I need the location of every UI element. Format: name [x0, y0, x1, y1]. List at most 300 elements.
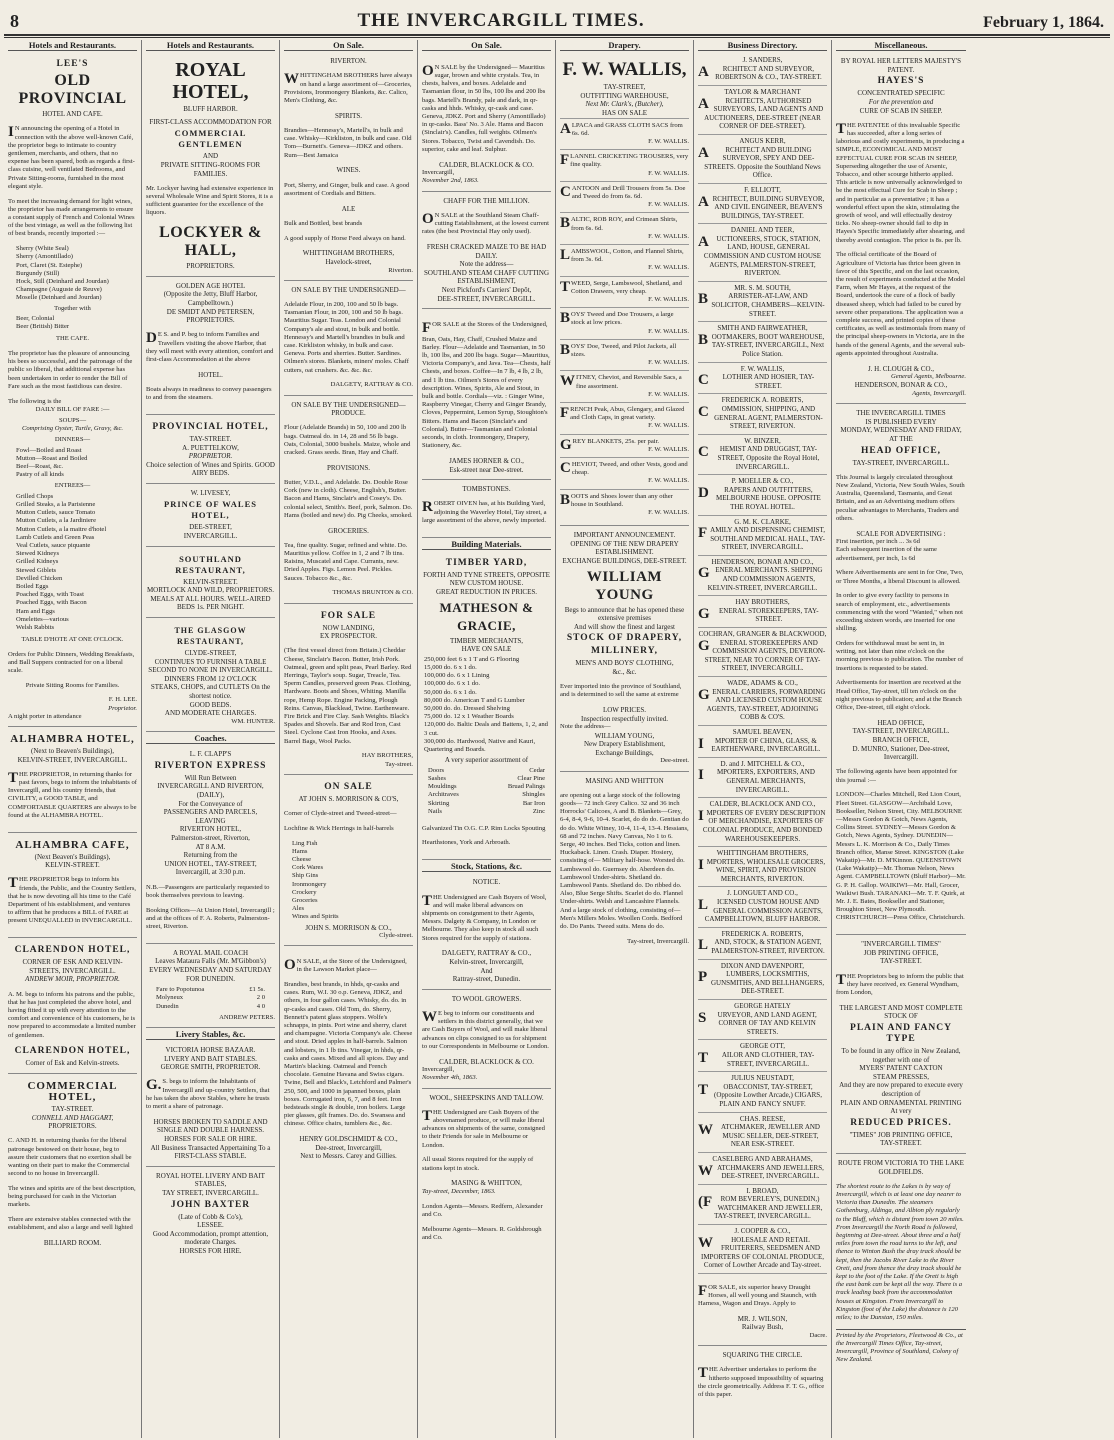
timber-row: 50,000 do. 6 x 1 do.: [424, 688, 477, 696]
fares-table: [146, 983, 275, 1014]
wine-item: Moselle (Deinhard and Jourdan): [16, 294, 102, 302]
assortment-item: Clear Pine: [517, 774, 545, 782]
section-heading: On Sale.: [284, 41, 413, 51]
ad-body: LONDON—Charles Mitchell, Red Lion Court, Fleet Street. GLASGOW—Archibald Love, Bookseller, Nelson Street, City. MELBOURNE—Messrs Gordon & Gotch, News Agents, Collins Street. SYDNEY—Messrs Gordon & Gotch, News Agents, Sydney. DUNEDIN—Messrs L. K. Morrison & Co., Daily Times Branch office, Manse Street. KINGSTON (Lake Wakatip)—Mr. D. M'Kinnon. QUEENSTOWN (Lake Wakatip)—Mr. Thomas Nelson, News Agent. CAMPBELLTOWN (Bluff Harbor)—Mr. G. P. H. Gallop. WAIKIWI—Mr. Hall, Grocer, Waikiwi Bush. TARANAKI—Mr. T. F. Quirk, at Mr. J. E. Bates, Bookseller and Stationer, Broughton Street, New Plymouth. CHRISTCHURCH—Press Office, Christchurch.: [836, 791, 966, 922]
section-heading: Drapery.: [560, 41, 689, 51]
ad-text: All Business Transacted Appertaining To a: [150, 1143, 271, 1152]
ad-body: Bran, Oats, Hay, Chaff, Crushed Maize and Barley. Flour—Adelaide and Tasmanian, in 50 lb, 100 lbs, and 200 lbs bags. Sugar—Mauritius, Victoria Company's, and Java. Tea—Chests, half Chests, and boxes. Coffee—In 7 lb, 4 lb, 2 lb, and 1 lb tins. Oilmen's Stores of every description. Wines, Spirits, Ale and Stout, in bulk and bottle. Cordials—viz. : Ginger Wine, Raspberry Vinegar, Cherry and Ginger Brandy, Cloves, Peppermint, Lemon Syrup, Stoughton's Bitters. Hams and Bacon (Sinclair's and Colonial). Butter—Tasmanian and Colonial seconds, in cloth. Ironmongery, Drapery, Stationery, &c.: [422, 335, 551, 450]
ad-title: SQUARING THE CIRCLE.: [722, 1351, 803, 1360]
directory-entry-body: BOOTMAKERS, BOOT WAREHOUSE, TAY-STREET, INVERCARGILL, Next Police Station.: [698, 331, 825, 359]
ad-text: HORSES BROKEN TO SADDLE AND SINGLE AND DOUBLE HARNESS.: [153, 1117, 268, 1135]
ad-title: PROVINCIAL HOTEL,: [152, 421, 269, 432]
ad-text: Inspection respectfully invited.: [581, 714, 668, 723]
list-item: Cork Wares: [292, 864, 324, 872]
directory-entry-body: WATCHMAKER, JEWELLER AND MUSIC SELLER, DEE-STREET, NEAR ESK-STREET.: [698, 1122, 820, 1149]
menu-item: Mutton Cutlets, a la maitre d'hotel: [16, 525, 107, 533]
ad-title: COMMERCIAL HOTEL,: [27, 1079, 118, 1103]
ad-signature: WHITTINGHAM BROTHERS,: [302, 249, 395, 258]
directory-entry: [698, 475, 827, 515]
column-business-directory: [694, 40, 832, 1438]
ad-subtitle: FRESH CRACKED MAIZE TO BE HAD DAILY.: [426, 243, 547, 260]
ad-wallis: [560, 54, 689, 526]
fare-price: 2 0: [256, 994, 265, 1002]
section-heading: Building Materials.: [422, 540, 551, 550]
menu-item: Poached Eggs, with Toast: [16, 591, 84, 599]
ad-body: The wines and spirits are of the best description, being purchased for cash in the Victorian markets.: [8, 1184, 136, 1209]
ad-text: REDUCED PRICES.: [850, 1117, 952, 1128]
directory-entry-body: DRAPERS AND OUTFITTERS, MELBOURNE HOUSE. OPPOSITE THE ROYAL HOTEL.: [698, 484, 821, 511]
ad-title: WOOL, SHEEPSKINS AND TALLOW.: [429, 1093, 544, 1102]
ad-body: All usual Stores required for the supply of stations kept in stock.: [422, 1156, 534, 1172]
menu-item: Devilled Chicken: [16, 574, 63, 582]
column-drapery: [556, 40, 694, 1438]
fare-row: [156, 1003, 265, 1011]
ad-text: (Late of Cobb & Co's),: [178, 1212, 243, 1221]
ad-job-printing: [836, 937, 966, 1154]
ad-text: Leaves Mataura Falls (Mr. M'Gibbon's): [155, 957, 266, 966]
ad-timber-yard: [422, 553, 551, 860]
ad-signature: ANDREW PETERS.: [219, 1013, 275, 1021]
assortment-item: Skirting: [428, 799, 450, 807]
menu-item: Stewed Giblets: [16, 566, 57, 574]
section-heading: On Sale.: [422, 41, 551, 51]
ad-royal-mail-coach: [146, 946, 275, 1028]
ad-title: SOUTHLAND RESTAURANT,: [175, 553, 246, 575]
ad-horses-for-sale: [698, 1274, 827, 1346]
columns: [4, 40, 1110, 1438]
directory-entry-body: ARCHITECT AND BUILDING SURVEYOR, SPEY AND DEE-STREETS. Opposite the Southland News Office.: [698, 144, 821, 180]
column-miscellaneous: [832, 40, 970, 1438]
ad-subheading: GROCERIES.: [328, 526, 369, 535]
ad-body: Advertisements for insertion are received at the Head Office, Tay-street, till ten o'clock on the night previous to publication; and at the Branch Office, Dee-street, till eight o'clock.: [836, 679, 962, 712]
ad-william-young: [560, 528, 689, 771]
ad-signature: DALGETY, RATTRAY & CO.: [330, 381, 413, 389]
ad-golden-age-hotel: [146, 279, 275, 415]
directory-entry: [698, 1185, 827, 1225]
ad-signature: CALDER, BLACKLOCK & CO.: [439, 160, 534, 169]
ad-title: ALHAMBRA CAFE,: [15, 838, 130, 851]
ad-body: Mr. Lockyer having had extensive experience in several Wholesale Wine and Spirit Stores, it is a sufficient guarantee for the excellence of the liquors.: [146, 184, 274, 217]
ad-signature: JAMES HORNER & CO.,: [449, 457, 524, 465]
ad-address: DEE-STREET,: [189, 523, 232, 532]
ad-body: Brandies—Hennessy's, Martell's, in bulk and case. Whisky—Kirkliston, in bulk and case. Old Tom—Burnett's. Geneva—JDKZ and others. Rum—Best Jamaica: [284, 126, 412, 159]
ad-proprietor: MORTLOCK AND WILD, PROPRIETORS.: [146, 586, 275, 595]
directory-entry: [698, 887, 827, 927]
fare-destination: Fare to Popotunoa: [156, 986, 205, 994]
wallis-item-signature: F. W. WALLIS.: [648, 359, 689, 367]
ad-text: Begs to announce that he has opened these extensive premises: [564, 605, 685, 623]
ad-body: THE Advertiser undertakes to perform the hitherto supposed impossibility of squaring the circle geometrically. Address F. T. G., office of this paper.: [698, 1365, 825, 1399]
ad-date: Tay-street, December, 1863.: [422, 1187, 496, 1195]
ad-text: For the Conveyance of: [178, 799, 243, 808]
ad-title: FOR SALE: [320, 610, 377, 621]
ad-text: LESSEE.: [197, 1221, 224, 1230]
ad-text: General Agents, Melbourne.: [891, 373, 966, 381]
ad-lees-hotel: [8, 54, 137, 727]
page-number: 8: [10, 11, 19, 31]
directory-entry-name: GEORGE HATELY: [734, 1002, 791, 1011]
ad-address: TAY-STREET, INVERCARGILL.: [852, 458, 950, 467]
wallis-item-text: CHEVIOT, Tweed, and other Vests, good and cheap.: [560, 460, 688, 477]
directory-entry: [698, 556, 827, 596]
menu-item: Veal Cutlets, sauce piquante: [16, 541, 91, 549]
ad-text: GOOD BEDS.: [189, 700, 232, 709]
ad-text: For the prevention and: [868, 97, 934, 106]
fare-price: 4 0: [256, 1002, 265, 1010]
wallis-item: [560, 307, 689, 339]
ad-glasgow-restaurant: [146, 620, 275, 732]
ad-address: Next to Messrs. Carey and Gillies.: [300, 1152, 397, 1161]
section-heading: Business Directory.: [698, 41, 827, 51]
wallis-item: [560, 212, 689, 244]
ad-title: CHAFF FOR THE MILLION.: [443, 196, 530, 205]
directory-entry-body: IMPORTER OF CHINA, GLASS, & EARTHENWARE, INVERCARGILL.: [698, 735, 821, 754]
timber-row: 50,000 do. do. Dressed Shelving: [424, 704, 510, 712]
ad-text: INVERCARGILL AND RIVERTON,: [157, 782, 264, 791]
fare-destination: Dunedin: [156, 1002, 179, 1010]
section-heading: Miscellaneous.: [836, 41, 966, 51]
ad-text: COMMERCIAL GENTLEMEN: [174, 128, 247, 150]
ad-text: MYERS' PATENT CAXTON: [859, 1064, 943, 1073]
directory-entry-body: TAILOR AND CLOTHIER, TAY-STREET, INVERCARGILL.: [698, 1049, 815, 1068]
wallis-item-text: FRENCH Peak, Abus, Glengary, and Glazed and Cloth Caps, in great variety.: [560, 405, 685, 422]
ad-title: MASING AND WHITTON: [585, 776, 664, 785]
directory-entry-name: P. MOELLER & CO.,: [731, 477, 794, 486]
ad-text: STEAM PRESSES,: [872, 1072, 930, 1081]
ad-text: HORSES FOR SALE OR HIRE.: [164, 1135, 257, 1144]
ad-text: HOTEL.: [198, 370, 223, 379]
ad-text: Note the address—: [459, 260, 514, 269]
ad-notice-dalgety: [422, 875, 551, 989]
ad-text: Agents, Invercargill.: [912, 390, 966, 398]
directory-entry: [698, 596, 827, 628]
list-item: Wines and Spirits: [292, 913, 339, 921]
ad-text: HEAD OFFICE,: [877, 718, 925, 727]
ad-address: Esk-street near Dee-street.: [449, 465, 524, 474]
ad-body: WE beg to inform our constituents and settlers in this district generally, that we are Cash Buyers of Wool, and will make liberal advances on clips consigned to us for shipment to our Correspondents in Melbourne or London.: [422, 1008, 549, 1050]
ad-text: PLAIN AND ORNAMENTAL PRINTING: [840, 1098, 962, 1107]
wallis-item-signature: F. W. WALLIS.: [648, 390, 689, 398]
ad-body: THE Undersigned are Cash Buyers of Wool, and will make liberal advances on shipments on consignment to their Agents, Messrs. Dalgety & Company, in London or Melbourne. They also keep in stock all such Stores required for the supply of stations.: [422, 892, 547, 942]
beer-list: [8, 315, 137, 331]
ad-title: ALHAMBRA HOTEL,: [10, 732, 135, 745]
section-heading: Livery Stables, &c.: [146, 1030, 275, 1040]
section-heading: Stock, Stations, &c.: [422, 862, 551, 872]
ad-title: A ROYAL MAIL COACH: [172, 948, 249, 957]
menu-item: Ham and Eggs: [16, 607, 55, 615]
ad-signature-title: Proprietor.: [108, 704, 137, 712]
ad-body: London Agents—Messrs. Redfern, Alexander and Co.: [422, 1202, 543, 1218]
ad-body: ROBERT OIVEN has, at his Building Yard, adjoining the Waverley Hotel, Tay street, a large assortment of the above, newly imported.: [422, 499, 547, 524]
directory-list: [698, 54, 827, 1274]
wallis-item: [560, 276, 689, 308]
wallis-item-signature: F. W. WALLIS.: [648, 264, 689, 272]
ad-body: Tea, fine quality. Sugar, refined and white. Do. Mauritius yellow. Coffee in 1, 2 and 7 lb tins. Raisins, Muscatel and Cape. Currants, new. Dried Apples. Figs. Lemon Peel. Pickles. Sauces. Tobacco &c., &c.: [284, 541, 408, 582]
ad-address: Havelock-street,: [325, 257, 372, 266]
ad-body: Brandies, best brands, in hhds, qr-casks and cases. Rum, W.I. 30 o.p. Geneva, JDKZ, and others, in four gallon cases. Whisky, do. do. in qr-casks and cases. Old Tom, do. Sherry, Bennett's patent glass stoppers. Wolfe's schnapps, in pints. Port wine and sherry, claret and champagne. Victoria Company's ale. Cheese and stout. Dried apples in half-barrels. Salmon and lobsters, in 1 lb tins. Vinegar, in hhds, qr-casks and cases. Mixed and all spices. Day and Martin's blacking. Oatmeal and French chocolate. Genuine Havana and Swiss cigars. Twine, Bell and Black's, Letchford and Palmer's 250, 500, and 1000 in japanned boxes, plain boxes. Corrugated iron, 6, 7, and 8 feet. Iron bedsteads single & double, iron boilers. Large pier glasses, gilt frames. Do. do. Swansea and chinese. Office chairs, tumblers &c., &c.: [284, 980, 413, 1128]
ad-title: ON SALE: [324, 781, 373, 792]
ad-text: Will Run Between: [184, 773, 237, 782]
ad-text: PLAIN AND FANCY TYPE: [850, 1023, 952, 1044]
ad-title: PRINCE OF WALES HOTEL,: [164, 499, 257, 521]
wallis-item-signature: F. W. WALLIS.: [648, 296, 689, 304]
ad-horner-sale: [422, 311, 551, 480]
ad-body: THE PROPRIETOR, in returning thanks for past favors, begs to inform the inhabitants of Invercargill, and his country friends, that CIVILITY, a GOOD TABLE, and COMFORTABLE QUARTERS are always to be found at the ALHAMBRA HOTEL.: [8, 769, 137, 819]
directory-entry-body: COMMISSION, SHIPPING, AND GENERAL AGENT, PALMERSTON-STREET, RIVERTON.: [698, 403, 823, 431]
ad-address: FORTH AND TYNE STREETS, OPPOSITE NEW CUSTOM HOUSE.: [423, 570, 550, 588]
directory-entry: [698, 135, 827, 184]
ad-whittingham-brothers: [284, 54, 413, 281]
ad-subheading: PROVISIONS.: [327, 463, 370, 472]
ad-text: And they are now prepared to execute every description of: [839, 1081, 963, 1098]
ad-address: Clyde-street.: [379, 932, 413, 940]
directory-entry: [698, 282, 827, 322]
ad-title: LOCKYER & HALL,: [159, 224, 262, 260]
wallis-item: [560, 489, 689, 521]
ad-alhambra-hotel: [8, 729, 137, 833]
ad-subtitle: BLUFF HARBOR.: [183, 105, 238, 114]
ad-body: THE Undersigned are Cash Buyers of the abovenamed produce, or will make liberal advances on shipments of the same, consigned to their Friends for sale in Melbourne or London.: [422, 1107, 545, 1149]
wallis-item-text: WITNEY, Cheviot, and Reversible Sacs, a fine assortment.: [560, 373, 682, 390]
ad-signature: J. H. CLOUGH & CO.,: [867, 364, 935, 373]
ad-signature: MR. J. WILSON,: [737, 1314, 788, 1323]
assortment-row: [428, 808, 545, 816]
list-item: Cheese: [292, 855, 312, 863]
ad-text: Good Accommodation, prompt attention, moderate Charges.: [152, 1229, 269, 1247]
directory-entry: [698, 54, 827, 86]
scale-row: Each subsequent insertion of the same advertisement, per inch, 1s 6d: [836, 546, 937, 562]
timber-row: 120,000 do. Baltic Deals and Battens, 1, 2, and 3 cut.: [424, 721, 548, 737]
ad-subheading: WINES.: [336, 166, 361, 175]
menu-item: Lamb Cutlets and Green Peas: [16, 533, 95, 541]
directory-entry-body: WATCHMAKERS AND JEWELLERS, DEE-STREET, INVERCARGILL.: [698, 1162, 824, 1181]
ad-body: Orders for Public Dinners, Wedding Breakfasts, and Ball Suppers contracted for on a liberal scale.: [8, 650, 135, 675]
ad-address: Dee-street, Invercargill,: [315, 1143, 382, 1152]
ad-body: THE Proprietors beg to inform the public that they have received, ex General Wyndham, from London,: [836, 971, 964, 997]
ad-text: AND MODERATE CHARGES.: [164, 709, 257, 718]
ad-body: A. M. begs to inform his patrons and the public, that he has just completed the above hotel, and having fitted it up with every attention to the comfort and convenience of his customers, he is now prepared to accommodate a limited number of gentlemen.: [8, 990, 136, 1039]
menu-item: Stewed Kidneys: [16, 550, 60, 558]
ad-title: "INVERCARGILL TIMES": [861, 940, 941, 949]
directory-entry: [698, 224, 827, 282]
ad-body: ON SALE by the Undersigned— Mauritius sugar, brown and white crystals. Tea, in chests, halves, and boxes. Adelaide and Tasmanian flour, in 50 lbs, 100 lbs and 200 lbs bags. Martell's Brandy, pale and dark, in qr-casks and hhds. Whisky, qr-cask and case. Geneva, JDKZ. Port and Sherry (Amontillado) in qr-casks. Bass' No. 3 Ale. Hams and Bacon (Sinclair's). Candles, full weights. Oilmen's Stores. Tobacco, Twist and Cavendish. Do. superior, cake and leaf. Sulphur.: [422, 62, 546, 153]
directory-entry-body: TOBACCONIST, TAY-STREET, (Opposite Lowther Arcade,) CIGARS, PLAIN AND FANCY SNUFF.: [698, 1081, 822, 1108]
masthead-rule: [4, 34, 1110, 36]
ad-address: Dacre.: [809, 1332, 827, 1340]
directory-entry-name: FREDERICK A. ROBERTS,: [721, 929, 804, 938]
directory-entry-name: SAMUEL BEAVEN,: [732, 727, 793, 736]
ad-subtitle: JOB PRINTING OFFICE,: [863, 948, 939, 957]
ad-text: D. MUNRO, Stationer, Dee-street, Invercargill.: [852, 744, 950, 762]
ad-body: Corner of Clyde-street and Tweed-street—: [284, 809, 397, 817]
ad-address: RIVERTON.: [330, 57, 367, 66]
directory-entry-name: HENDERSON, BONAR AND CO.,: [711, 557, 814, 566]
ad-address: TAY-STREET, INVERCARGILL.: [852, 727, 950, 736]
directory-entry: [698, 184, 827, 224]
ad-route: [836, 1156, 966, 1376]
directory-entry: [698, 960, 827, 1000]
ad-body: The official certificate of the Board of Agriculture of Victoria has thrice been given in favor of this Specific, and on the last occasion, the result of experiments conducted at the Model Farm, when Mr Hayes, at the request of the Board, undertook the cure of a flock of badly diseased sheep, which had failed to be cured by severe other preparations. The application was a complete success, and printed copies of these certificates, as well as testimonials from many of the principal sheep-owners in Victoria, are in the hands of the general Agents, and the several sub-agents appointed throughout Australia.: [836, 251, 966, 357]
ad-subheading: THE CAFE.: [56, 335, 89, 343]
assortment-row: [428, 800, 545, 808]
wallis-item-signature: F. W. WALLIS.: [648, 137, 689, 145]
ad-body: Galvanized Tin O.G. C.P. Rim Locks Spouting: [422, 824, 546, 832]
directory-entry-name: DANIEL AND TEER,: [730, 226, 795, 235]
ad-body: Flour (Adelaide Brands) in 50, 100 and 200 lb bags. Oatmeal do. in 14, 28 and 56 lb bags. Oats, Colonial, 3000 bushels. Maize, whole and cracked. Grass seeds. Bran, Hay and Chaff.: [284, 424, 411, 456]
column-hotels-2: [142, 40, 280, 1438]
directory-entry-name: I. BROAD,: [746, 1186, 779, 1195]
directory-entry: [698, 1072, 827, 1112]
ad-times-info: [836, 406, 966, 935]
ad-text: HORSES FOR HIRE.: [179, 1247, 242, 1256]
wine-list: [8, 245, 137, 302]
ad-subtitle: TIMBER MERCHANTS,: [449, 636, 524, 645]
wallis-item-text: BOYS' Doe, Tweed, and Pilot Jackets, all sizes.: [560, 341, 677, 359]
ad-body: G.S. begs to inform the Inhabitants of Invercargill and up-country Settlers, that he has taken the above Stables, where he trusts to merit a share of patronage.: [146, 1077, 270, 1111]
ad-text: RIVERTON HOTEL,: [179, 825, 242, 834]
ad-text: STEAKS, CHOPS, and CUTLETS On the shortest notice.: [150, 683, 271, 701]
directory-entry-body: GENERAL STOREKEEPERS AND COMMISSION AGENTS, DEVERON-STREET, NEAR TO CORNER OF TAY-STREET, INVERCARGILL.: [698, 637, 826, 673]
menu-heading: SOUPS—: [58, 417, 87, 425]
ad-text: L. F. CLAPP'S: [189, 750, 232, 759]
ad-tombstones: [422, 482, 551, 537]
ad-subtitle: CURE OF SCAB IN SHEEP.: [859, 106, 943, 115]
menu-item: Grilled Kidneys: [16, 558, 59, 566]
ad-dalgety-sale: [284, 283, 413, 396]
menu-item: Pastry of all kinds: [16, 471, 64, 479]
ad-body: THE PATENTEE of this invaluable Specific has succeeded, after a long series of laborious and costly experiments, in producing a SIMPLE, ECONOMICAL AND MOST EFFECTUAL CURE FOR SCAB IN SHEEP, Superseding altogether the use of Arsenic, Tobacco, and other scourge hitherto applied. This article is now universally acknowledged to be the most effectual Cure for Scab in Sheep ; and in particular as a preventative ; it has a wonderful effect upon the skin, stimulating the growth of wool, and will effectually destroy ticks. No sheep-owner should fail to dip in Hayes's Specific immediately after shearing, and thereby avoid contagion. The price is 8s. per lb.: [836, 120, 965, 244]
directory-entry-body: GENERAL STOREKEEPERS, TAY-STREET.: [698, 605, 819, 624]
ad-text: IS PUBLISHED EVERY: [865, 417, 937, 426]
ad-text: AND: [202, 152, 219, 161]
ad-squaring-circle: [698, 1348, 827, 1411]
directory-entry: [698, 1000, 827, 1040]
ad-address: TAY-STREET.: [51, 1104, 94, 1113]
ad-address: TAY STREET, INVERCARGILL.: [162, 1189, 259, 1198]
directory-entry: [698, 1040, 827, 1072]
fare-row: [156, 986, 265, 994]
ad-goldschmidt-sale: [284, 948, 413, 1166]
ad-title: TO WOOL GROWERS.: [451, 994, 522, 1003]
menu-item: Fowl—Boiled and Roast: [16, 446, 82, 454]
directory-entry-body: PLUMBERS, LOCKSMITHS, GUNSMITHS, AND BELLHANGERS, DEE-STREET.: [698, 969, 825, 996]
assortment-item: Sashes: [428, 774, 446, 782]
ad-royal-hotel-livery: [146, 1169, 275, 1261]
ad-body: In order to give every facility to persons in search of employment, etc., advertisements commencing with the word "Wanted," when not exceeding sixteen words, are inserted for one shilling.: [836, 592, 963, 633]
assortment-item: Mouldings: [428, 783, 457, 791]
directory-entry-name: ANGUS KERR,: [739, 136, 786, 145]
ad-body: WHITTINGHAM BROTHERS have always on hand a large assortment of—Groceries, Provisions, Ironmongery Blankets, &c. Calico, Men's Clothing, &c.: [284, 71, 413, 104]
ad-proprietor-label: PROPRIETORS.: [186, 262, 235, 271]
ad-body: Ever imported into the province of Southland, and is determined to sell the same at extreme: [560, 683, 682, 699]
wallis-item-signature: F. W. WALLIS.: [648, 509, 689, 517]
assortment-item: Doors: [428, 766, 445, 774]
directory-entry-name: J. LONGUET AND CO.,: [727, 889, 798, 898]
ad-subtitle: CONCENTRATED SPECIFIC: [857, 89, 945, 98]
ad-hayes-specific: [836, 54, 966, 404]
ad-title: THE INVERCARGILL TIMES: [856, 409, 946, 418]
assortment-table: [422, 765, 551, 818]
ad-signature: WM. HUNTER.: [231, 717, 275, 725]
directory-entry-name: CALDER, BLACKLOCK AND CO.,: [709, 800, 816, 809]
directory-entry-body: LICENSED CUSTOM HOUSE AND GENERAL COMMISSION AGENTS, CAMPBELLTOWN, BLUFF HARBOR.: [698, 897, 823, 924]
ad-body: DE S. and P. beg to inform Families and Travellers visiting the above Harbor, that they will meet with every attention, comfort and first-class Accommodation at the above: [146, 330, 274, 363]
ad-body: N.B.—Passengers are particularly requested to book themselves previous to leaving.: [146, 883, 270, 899]
wallis-item-signature: F. W. WALLIS.: [648, 232, 689, 240]
assortment-item: Zinc: [532, 807, 545, 815]
ad-signature: DALGETY, RATTRAY & CO.,: [441, 949, 532, 958]
ad-subheading: DAILY BILL OF FARE :—: [35, 405, 110, 413]
directory-entry-body: SURVEYOR, AND LAND AGENT, CORNER OF TAY AND KELVIN STREETS.: [698, 1009, 817, 1036]
wine-item: Sherry (Amontillado): [16, 253, 73, 261]
ad-text: LOW PRICES.: [602, 706, 647, 715]
wallis-item-text: GREY BLANKETS, 25s. per pair.: [560, 436, 660, 453]
ad-body: FOR SALE, six superior heavy Draught Horses, all well young and Staunch, with Harness, Wagon and Drays. Apply to: [698, 1282, 817, 1308]
ad-text: FIRST-CLASS STABLE.: [174, 1152, 247, 1161]
ad-title: ON SALE BY THE UNDERSIGNED—: [291, 400, 406, 409]
ad-subtitle: OPENING OF THE NEW DRAPERY ESTABLISHMENT.: [570, 539, 679, 557]
ad-text: AT THE: [889, 435, 913, 444]
directory-entry-name: WADE, ADAMS & CO.,: [727, 679, 798, 688]
assortment-item: Architraves: [428, 791, 459, 799]
directory-entry-name: F. W. WALLIS,: [740, 364, 785, 373]
wallis-item-signature: F. W. WALLIS.: [648, 445, 689, 453]
ad-signature: HENRY GOLDSCHMIDT & CO.,: [299, 1135, 398, 1144]
directory-entry-name: DIXON AND DAVENPORT,: [720, 961, 805, 970]
ad-text: MONDAY, WEDNESDAY AND FRIDAY,: [840, 426, 962, 435]
directory-entry: [698, 758, 827, 798]
menu-item: Boiled Eggs: [16, 582, 49, 590]
ad-proprietor: GEORGE SMITH, PROPRIETOR.: [160, 1063, 261, 1072]
ad-text: Invercargill, at 3:30 p.m.: [175, 868, 246, 877]
menu-heading: ENTREES—: [54, 482, 91, 490]
menu-item: Beef—Roast, &c.: [16, 463, 64, 471]
ad-body: ON SALE at the Southland Steam Chaff-cutting Establishment, at the lowest current rates (the best Provincial Hay only used).: [422, 210, 549, 236]
ad-text: SOUTHLAND STEAM CHAFF CUTTING ESTABLISHMENT,: [423, 268, 550, 286]
menu-item: Omelettes—various: [16, 615, 69, 623]
timber-row: 15,000 do. 6 x 1 do.: [424, 663, 477, 671]
directory-entry-name: WHITTINGHAM BROTHERS,: [716, 849, 809, 858]
ad-text: HAS ON SALE: [601, 108, 648, 117]
wine-item: Port, Claret (St. Estephe): [16, 261, 83, 269]
directory-entry: [698, 435, 827, 475]
ad-text: (DAILY),: [196, 790, 225, 799]
directory-entry-body: LAND, STOCK, & STATION AGENT, PALMERSTON-STREET, RIVERTON.: [698, 937, 825, 956]
wallis-item-text: BALTIC, ROB ROY, and Crimean Shirts, from 6s. 6d.: [560, 215, 678, 232]
scale-list: [836, 538, 966, 563]
ad-proprietor: W. LIVESEY,: [190, 488, 231, 497]
ad-body: Adelaide Flour, in 200, 100 and 50 lb bags. Tasmanian Flour, in 200, 100 and 50 lb bags. Mauritius Sugar. Teas. London and Colonial Company's ale and stout, in bulk and bottle. Hennessy's and Martell's brandies in bulk and case. Kirkliston whisky, in bulk and case. Geneva. Ports and sherries. Butter. Sardines. Oilmen's stores. Blankets, miners' moles. Chaff cutters, oat crushers. &c. &c. &c.: [284, 300, 409, 374]
ad-text: Private Sitting Rooms for Families.: [25, 682, 120, 690]
ad-proprietor: ANDREW MOIR, PROPRIETOR.: [25, 975, 120, 984]
directory-entry-name: GEORGE OTT,: [740, 1042, 785, 1051]
ad-riverton-express: [146, 747, 275, 944]
ad-masing-whitton: [560, 774, 689, 951]
ad-wool-growers: [422, 992, 551, 1089]
menu-list: [8, 447, 137, 480]
beer-item: Beer (British) Bitter: [16, 323, 70, 331]
ad-text: UNION HOTEL, TAY-STREET,: [164, 859, 257, 868]
directory-entry-name: HAY BROTHERS,: [735, 598, 790, 607]
ad-proprietor: A. PUETTELKOW,: [182, 443, 239, 452]
directory-entry: [698, 394, 827, 434]
ad-title-small: LEE'S: [56, 59, 89, 70]
list-item: Ling Fish: [292, 839, 318, 847]
directory-entry: [698, 798, 827, 847]
wallis-item: [560, 244, 689, 276]
ad-morrison-sale: [284, 777, 413, 947]
ad-subheading: SCALE FOR ADVERTISING :: [856, 529, 946, 538]
